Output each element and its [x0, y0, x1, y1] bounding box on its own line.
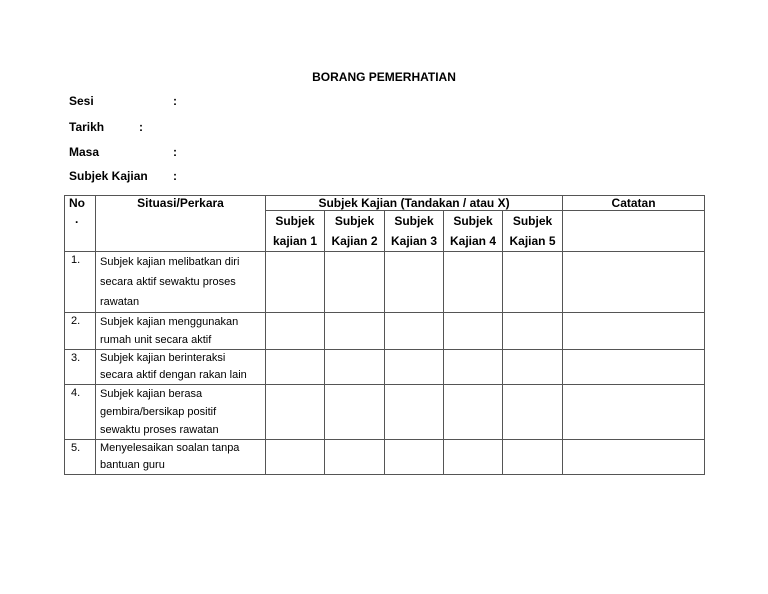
row-number: 5. [65, 440, 96, 475]
check-cell[interactable] [325, 385, 385, 440]
header-subject-3: Subjek Kajian 3 [385, 211, 444, 252]
catatan-cell[interactable] [563, 252, 705, 313]
check-cell[interactable] [503, 313, 563, 350]
header-catatan: Catatan [563, 196, 705, 211]
check-cell[interactable] [385, 350, 444, 385]
field-colon-masa: : [173, 145, 177, 159]
field-colon-tarikh: : [139, 120, 143, 134]
row-number: 2. [65, 313, 96, 350]
catatan-cell[interactable] [563, 313, 705, 350]
table-row [65, 252, 705, 313]
header-subject-5: Subjek Kajian 5 [503, 211, 563, 252]
row-situasi: Subjek kajian berinteraksi secara aktif dengan rakan lain [96, 350, 266, 385]
check-cell[interactable] [444, 385, 503, 440]
field-colon-subjek-kajian: : [173, 169, 177, 183]
row-situasi: Menyelesaikan soalan tanpa bantuan guru [96, 440, 266, 475]
header-no: No . [65, 196, 96, 252]
check-cell[interactable] [503, 385, 563, 440]
row-situasi: Subjek kajian menggunakan rumah unit secara aktif [96, 313, 266, 350]
check-cell[interactable] [503, 440, 563, 475]
check-cell[interactable] [325, 252, 385, 313]
table-row [65, 350, 705, 385]
header-subject-4: Subjek Kajian 4 [444, 211, 503, 252]
check-cell[interactable] [503, 350, 563, 385]
header-situasi: Situasi/Perkara [96, 196, 266, 252]
catatan-cell[interactable] [563, 350, 705, 385]
check-cell[interactable] [266, 252, 325, 313]
row-number: 3. [65, 350, 96, 385]
header-subject-1: Subjek kajian 1 [266, 211, 325, 252]
form-title: BORANG PEMERHATIAN [312, 70, 456, 84]
observation-table [64, 195, 705, 475]
catatan-cell[interactable] [563, 385, 705, 440]
check-cell[interactable] [444, 440, 503, 475]
check-cell[interactable] [325, 350, 385, 385]
check-cell[interactable] [266, 350, 325, 385]
check-cell[interactable] [385, 313, 444, 350]
field-label-masa: Masa [69, 145, 100, 159]
field-label-subjek-kajian: Subjek Kajian [69, 169, 148, 183]
header-catatan-blank [563, 211, 705, 252]
check-cell[interactable] [266, 313, 325, 350]
catatan-cell[interactable] [563, 440, 705, 475]
row-situasi: Subjek kajian melibatkan diri secara aktif sewaktu proses rawatan [96, 252, 266, 313]
table-row [65, 440, 705, 475]
check-cell[interactable] [325, 313, 385, 350]
table-row [65, 313, 705, 350]
row-number: 4. [65, 385, 96, 440]
check-cell[interactable] [444, 350, 503, 385]
check-cell[interactable] [325, 440, 385, 475]
field-colon-sesi: : [173, 94, 177, 108]
header-subject-2: Subjek Kajian 2 [325, 211, 385, 252]
header-subjek-group: Subjek Kajian (Tandakan / atau X) [266, 196, 563, 211]
check-cell[interactable] [266, 385, 325, 440]
check-cell[interactable] [266, 440, 325, 475]
row-situasi: Subjek kajian berasa gembira/bersikap positif sewaktu proses rawatan [96, 385, 266, 440]
field-label-tarikh: Tarikh [69, 120, 105, 134]
check-cell[interactable] [444, 313, 503, 350]
check-cell[interactable] [503, 252, 563, 313]
check-cell[interactable] [444, 252, 503, 313]
check-cell[interactable] [385, 385, 444, 440]
field-label-sesi: Sesi [69, 94, 94, 108]
table-row [65, 385, 705, 440]
check-cell[interactable] [385, 440, 444, 475]
row-number: 1. [65, 252, 96, 313]
check-cell[interactable] [385, 252, 444, 313]
